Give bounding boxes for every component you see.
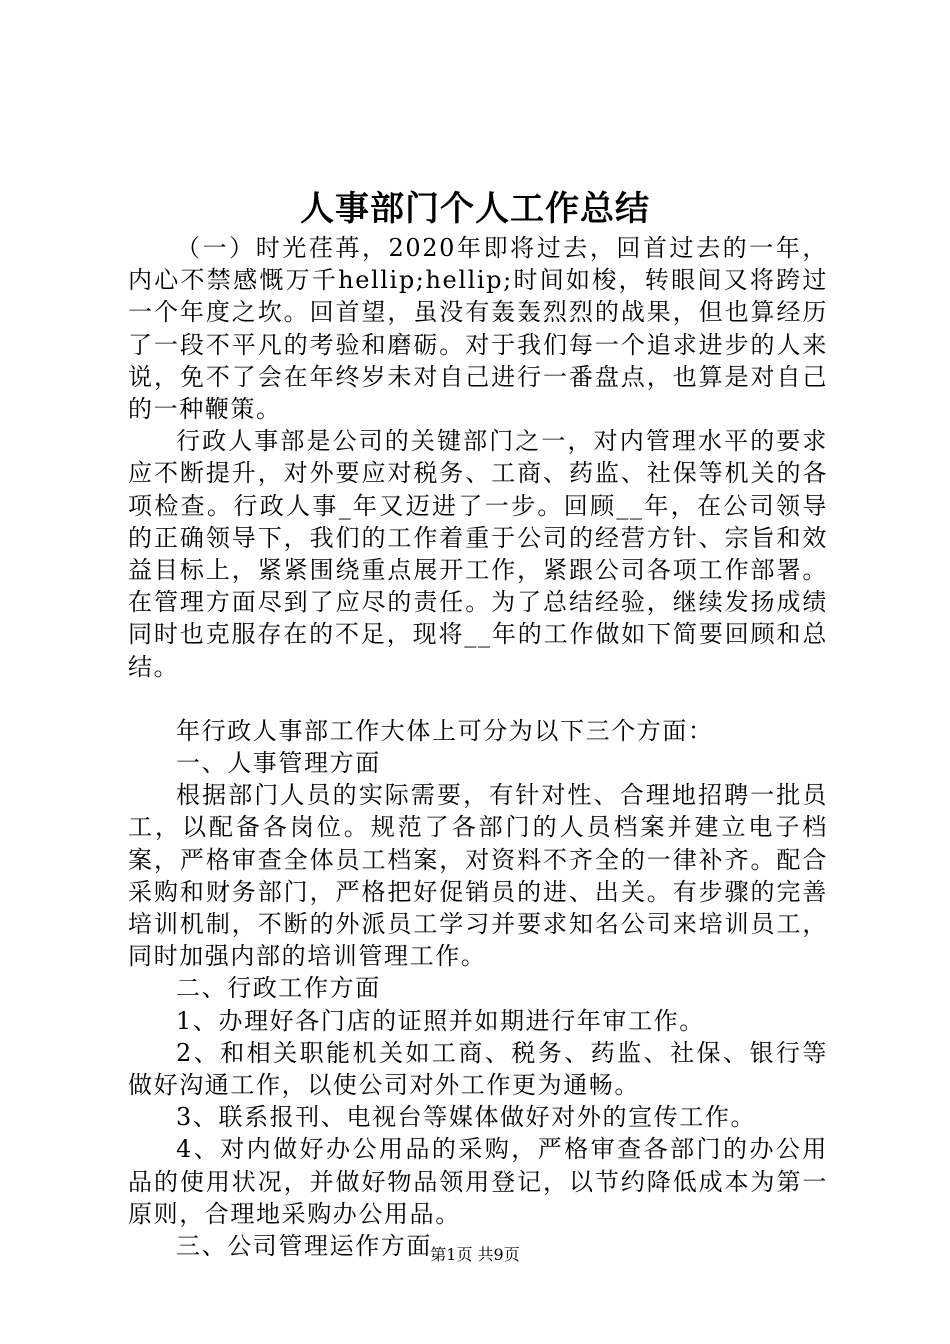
list-item-3: 3、联系报刊、电视台等媒体做好对外的宣传工作。 [176, 1103, 757, 1132]
section-heading-personnel: 一、人事管理方面 [176, 749, 381, 778]
paragraph-intro: （一）时光荏苒，2020年即将过去，回首过去的一年，内心不禁感慨万千hellip;hellip;时间如梭，转眼间又将跨过一个年度之坎。回首望，虽没有轰轰烈烈的战果，但也算经历了一段不平凡的考验和磨砺。对于我们每一个追求进步的人来说，免不了会在年终岁未对自己进行一番盘点，也算是对自己的一种鞭策。 [128, 234, 828, 424]
document-title: 人事部门个人工作总结 [300, 189, 650, 229]
paragraph-department-overview: 行政人事部是公司的关键部门之一，对内管理水平的要求应不断提升，对外要应对税务、工商、药监、社保等机关的各项检查。行政人事_年又迈进了一步。回顾__年，在公司领导的正确领导下，我们的工作着重于公司的经营方针、宗旨和效益目标上，紧紧围绕重点展开工作，紧跟公司各项工作部署。在管理方面尽到了应尽的责任。为了总结经验，继续发扬成绩同时也克服存在的不足，现将__年的工作做如下简要回顾和总结。 [128, 427, 828, 681]
list-item-1: 1、办理好各门店的证照并如期进行年审工作。 [176, 1006, 705, 1035]
paragraph-spacer [128, 683, 828, 715]
list-item-2: 2、和相关职能机关如工商、税务、药监、社保、银行等做好沟通工作，以使公司对外工作更为通畅。 [128, 1038, 828, 1100]
document-body [128, 232, 828, 1262]
paragraph-personnel: 根据部门人员的实际需要，有针对性、合理地招聘一批员工，以配备各岗位。规范了各部门的人员档案并建立电子档案，严格审查全体员工档案，对资料不齐全的一律补齐。配合采购和财务部门，严格把好促销员的进、出关。有步骤的完善培训机制，不断的外派员工学习并要求知名公司来培训员工，同时加强内部的培训管理工作。 [128, 781, 828, 971]
page-number: 第1页 共9页 [430, 1245, 520, 1264]
section-heading-company-management: 三、公司管理运作方面 [176, 1232, 432, 1261]
list-item-4: 4、对内做好办公用品的采购，严格审查各部门的办公用品的使用状况，并做好物品领用登记，以节约降低成本为第一原则，合理地采购办公用品。 [128, 1135, 828, 1228]
section-heading-administration: 二、行政工作方面 [176, 974, 381, 1003]
paragraph-three-aspects: 年行政人事部工作大体上可分为以下三个方面： [176, 716, 714, 745]
